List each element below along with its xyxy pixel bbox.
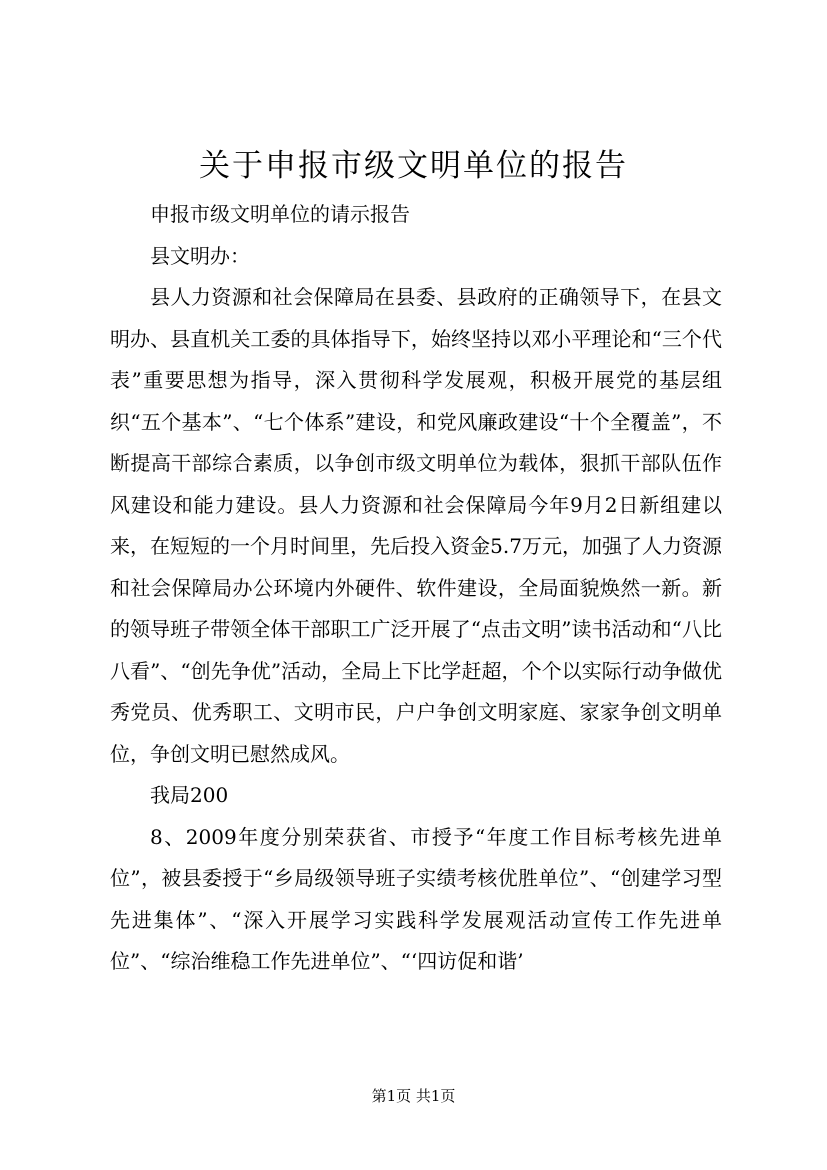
addressee: 县文明办： (150, 243, 250, 268)
page-number-footer: 第1页 共1页 (371, 1087, 456, 1105)
body-paragraph: 我局200 (150, 783, 229, 807)
report-subtitle: 申报市级文明单位的请示报告 (150, 202, 410, 226)
document-body (110, 194, 722, 983)
body-paragraph: 县人力资源和社会保障局在县委、县政府的正确领导下，在县文明办、县直机关工委的具体指导下，始终坚持以邓小平理论和“三个代表”重要思想为指导，深入贯彻科学发展观，积极开展党的基层组织“五个基本”、“七个体系”建设，和党风廉政建设“十个全覆盖”，不断提高干部综合素质，以争创市级文明单位为载体，狠抓干部队伍作风建设和能力建设。县人力资源和社会保障局今年9月2日新组建以来，在短短的一个月时间里，先后投入资金5.7万元，加强了人力资源和社会保障局办公环境内外硬件、软件建设，全局面貌焕然一新。新的领导班子带领全体干部职工广泛开展了“点击文明”读书活动和“八比八看”、“创先争优”活动，全局上下比学赶超，个个以实际行动争做优秀党员、优秀职工、文明市民，户户争创文明家庭、家家争创文明单位，争创文明已慰然成风。 (110, 285, 722, 766)
document-title: 关于申报市级文明单位的报告 (199, 148, 628, 184)
body-paragraph: 8、2009年度分别荣获省、市授予“年度工作目标考核先进单位”，被县委授于“乡局级领导班子实绩考核优胜单位”、“创建学习型先进集体”、“深入开展学习实践科学发展观活动宣传工作先进单位”、“综治维稳工作先进单位”、“‘四访促和谐’ (110, 824, 722, 973)
